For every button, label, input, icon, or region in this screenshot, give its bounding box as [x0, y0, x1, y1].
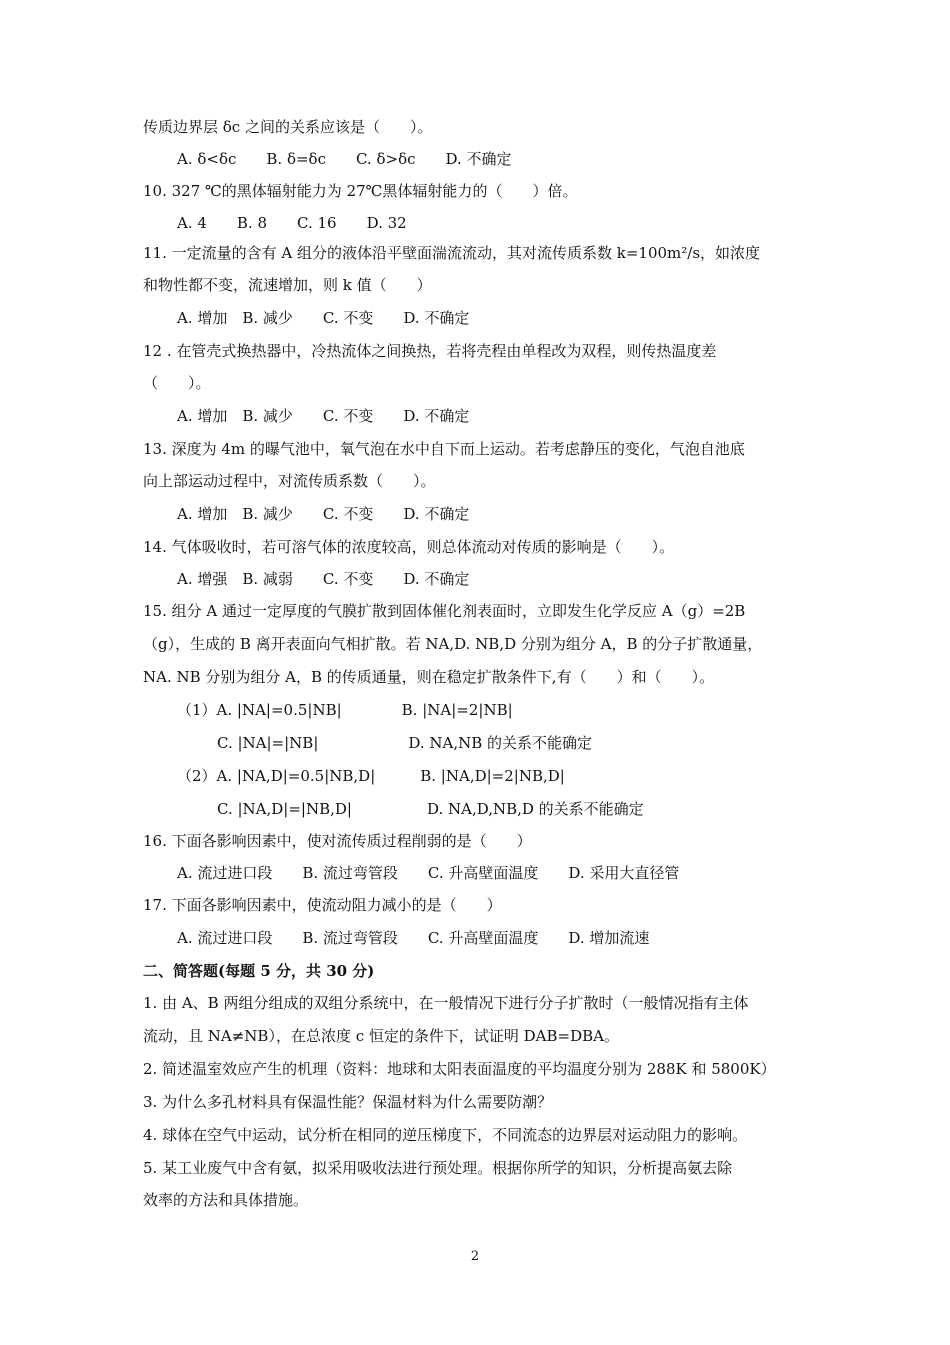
q11-stem: 11. 一定流量的含有 A 组分的液体沿平壁面湍流流动，其对流传质系数 k=100m²/s，如浓度 [143, 244, 761, 262]
q15-part2-row2: C. |NA,D|=|NB,D| D. NA,D,NB,D 的关系不能确定 [217, 800, 644, 818]
q12-stem-cont: （ ）。 [143, 374, 211, 392]
q17-options: A. 流过进口段 B. 流过弯管段 C. 升高壁面温度 D. 增加流速 [177, 929, 650, 947]
q14-options: A. 增强 B. 减弱 C. 不变 D. 不确定 [177, 570, 470, 588]
section-heading: 二、简答题(每题 5 分，共 30 分) [143, 962, 375, 980]
q12-stem: 12 . 在管壳式换热器中，冷热流体之间换热，若将壳程由单程改为双程，则传热温度差 [143, 342, 717, 360]
sa5-line1: 5. 某工业废气中含有氨，拟采用吸收法进行预处理。根据你所学的知识，分析提高氨去除 [143, 1159, 733, 1177]
q15-stem: 15. 组分 A 通过一定厚度的气膜扩散到固体催化剂表面时，立即发生化学反应 A（g）=2B [143, 602, 746, 620]
q10-options: A. 4 B. 8 C. 16 D. 32 [177, 214, 407, 232]
q14-stem: 14. 气体吸收时，若可溶气体的浓度较高，则总体流动对传质的影响是（ ）。 [143, 538, 675, 556]
sa1-line2: 流动，且 NA≠NB），在总浓度 c 恒定的条件下，试证明 DAB=DBA。 [143, 1027, 619, 1045]
q16-options: A. 流过进口段 B. 流过弯管段 C. 升高壁面温度 D. 采用大直径管 [177, 864, 680, 882]
sa1-line1: 1. 由 A、B 两组分组成的双组分系统中，在一般情况下进行分子扩散时（一般情况指有主体 [143, 994, 749, 1012]
q15-part1-row1: （1）A. |NA|=0.5|NB| B. |NA|=2|NB| [177, 701, 513, 719]
q12-options: A. 增加 B. 减少 C. 不变 D. 不确定 [177, 407, 470, 425]
q11-options: A. 增加 B. 减少 C. 不变 D. 不确定 [177, 309, 470, 327]
q13-stem: 13. 深度为 4m 的曝气池中，氧气泡在水中自下而上运动。若考虑静压的变化，气泡自池底 [143, 440, 745, 458]
sa3: 3. 为什么多孔材料具有保温性能？保温材料为什么需要防潮？ [143, 1093, 553, 1111]
q15-part1-row2: C. |NA|=|NB| D. NA,NB 的关系不能确定 [217, 734, 593, 752]
q15-stem-cont: （g），生成的 B 离开表面向气相扩散。若 NA,D. NB,D 分别为组分 A，B 的分子扩散通量， [143, 635, 763, 653]
q17-stem: 17. 下面各影响因素中，使流动阻力减小的是（ ） [143, 896, 502, 914]
q13-stem-cont: 向上部运动过程中，对流传质系数（ ）。 [143, 472, 436, 490]
q11-stem-cont: 和物性都不变，流速增加，则 k 值（ ） [143, 276, 432, 294]
sa2: 2. 简述温室效应产生的机理（资料：地球和太阳表面温度的平均温度分别为 288K 和 5800K） [143, 1060, 776, 1078]
sa5-line2: 效率的方法和具体措施。 [143, 1191, 309, 1209]
q9-stem-cont: 传质边界层 δc 之间的关系应该是（ ）。 [143, 118, 433, 136]
q15-part2-row1: （2）A. |NA,D|=0.5|NB,D| B. |NA,D|=2|NB,D| [177, 767, 565, 785]
page-number: 2 [470, 1249, 480, 1264]
q16-stem: 16. 下面各影响因素中，使对流传质过程削弱的是（ ） [143, 832, 532, 850]
q13-options: A. 增加 B. 减少 C. 不变 D. 不确定 [177, 505, 470, 523]
q10-stem: 10. 327 ℃的黑体辐射能力为 27℃黑体辐射能力的（ ）倍。 [143, 182, 578, 200]
q9-options: A. δ<δc B. δ=δc C. δ>δc D. 不确定 [177, 150, 512, 168]
sa4: 4. 球体在空气中运动，试分析在相同的逆压梯度下，不同流态的边界层对运动阻力的影响。 [143, 1126, 748, 1144]
q15-stem-cont2: NA. NB 分别为组分 A，B 的传质通量，则在稳定扩散条件下,有（ ）和（ ）。 [143, 668, 715, 686]
